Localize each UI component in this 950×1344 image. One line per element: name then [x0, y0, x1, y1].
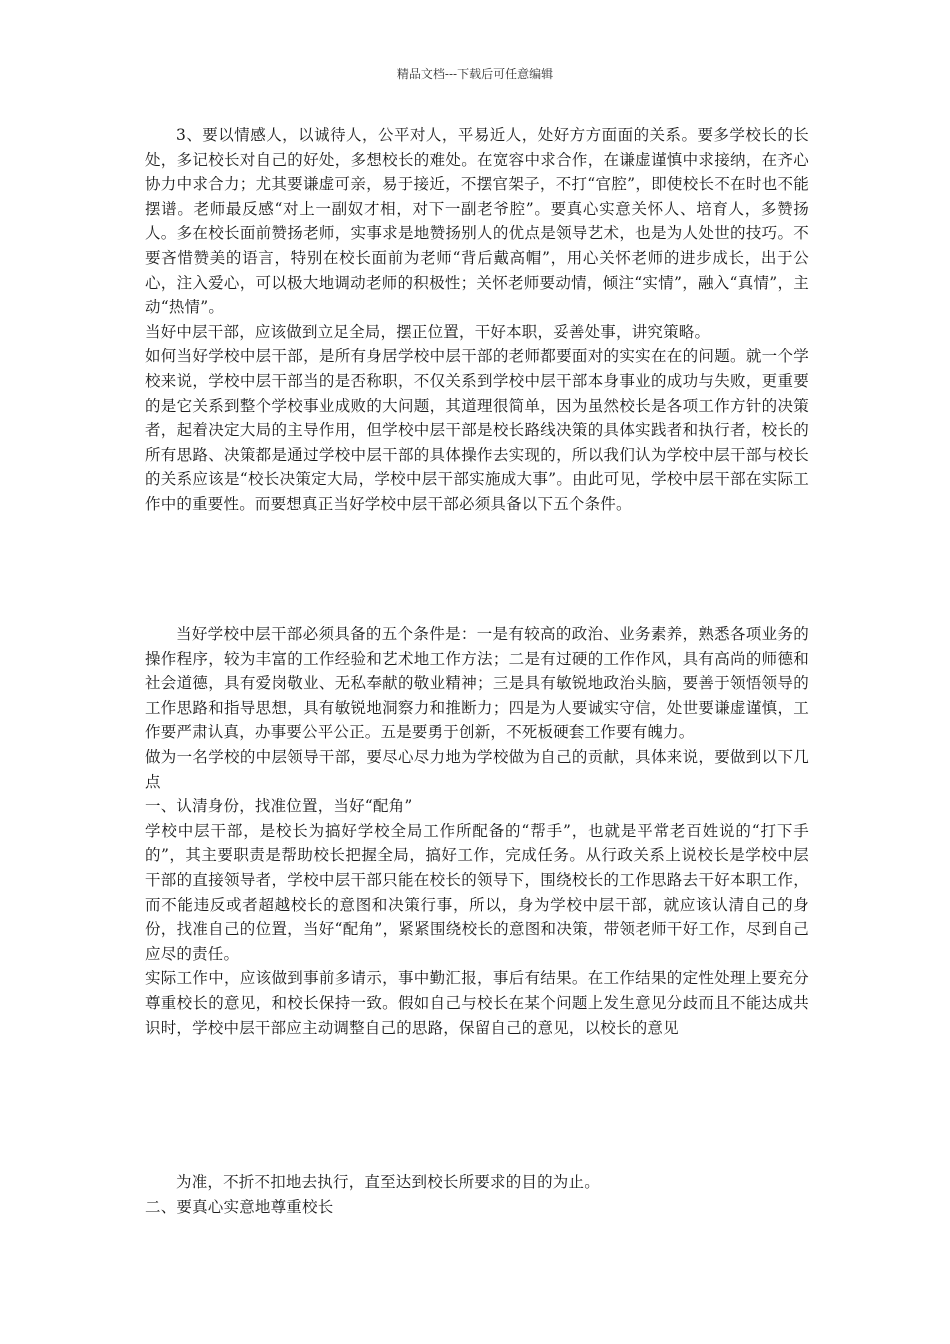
heading-section-one: 一、认清身份，找准位置，当好“配角”	[145, 797, 413, 816]
paragraph-summary: 当好中层干部，应该做到立足全局，摆正位置，干好本职，妥善处事，讲究策略。	[145, 322, 711, 341]
paragraph-relations: 3、要以情感人，以诚待人，公平对人，平易近人，处好方方面面的关系。要多学校长的长处，多记校长对自己的好处，多想校长的难处。在宽容中求合作，在谦虚谨慎中求接纳，在齐心协力中求合力；尤其要谦虚可亲，易于接近，不摆官架子，不打“官腔”，即使校长不在时也不能摆谱。老师最反感“对上一副奴才相，对下一副老爷腔”。要真心实意关怀人、培育人，多赞扬人。多在校长面前赞扬老师，实事求是地赞扬别人的优点是领导艺术，也是为人处世的技巧。不要吝惜赞美的语言，特别在校长面前为老师“背后戴高帽”，用心关怀老师的进步成长，出于公心，注入爱心，可以极大地调动老师的积极性；关怀老师要动情，倾注“实情”，融入“真情”，主动“热情”。	[145, 126, 809, 317]
paragraph-conditions: 当好学校中层干部必须具备的五个条件是：一是有较高的政治、业务素养，熟悉各项业务的操作程序，较为丰富的工作经验和艺术地工作方法；二是有过硬的工作作风，具有高尚的师德和社会道德，具有爱岗敬业、无私奉献的敬业精神；三是具有敏锐地政治头脑，要善于领悟领导的工作思路和指导思想，具有敏锐地洞察力和推断力；四是为人要诚实守信，处世要谦虚谨慎，工作要严肃认真，办事要公平公正。五是要勇于创新，不死板硬套工作要有魄力。	[145, 625, 809, 742]
paragraph-practice: 实际工作中，应该做到事前多请示，事中勤汇报，事后有结果。在工作结果的定性处理上要充分尊重校长的意见，和校长保持一致。假如自己与校长在某个问题上发生意见分歧而且不能达成共识时，学校中层干部应主动调整自己的思路，保留自己的意见，以校长的意见	[145, 969, 809, 1037]
page-header: 精品文档---下载后可任意编辑	[396, 67, 554, 81]
text-block-3	[145, 1170, 809, 1219]
paragraph-question: 如何当好学校中层干部，是所有身居学校中层干部的老师都要面对的实实在在的问题。就一个学校来说，学校中层干部当的是否称职，不仅关系到学校中层干部本身事业的成功与失败，更重要的是它关系到整个学校事业成败的大问题，其道理很简单，因为虽然校长是各项工作方针的决策者，起着决定大局的主导作用，但学校中层干部是校长路线决策的具体实践者和执行者，校长的所有思路、决策都是通过学校中层干部的具体操作去实现的，所以我们认为学校中层干部与校长的关系应该是“校长决策定大局，学校中层干部实施成大事”。由此可见，学校中层干部在实际工作中的重要性。而要想真正当好学校中层干部必须具备以下五个条件。	[145, 347, 809, 513]
text-block-2	[145, 622, 809, 1040]
paragraph-continue: 为准，不折不扣地去执行，直至达到校长所要求的目的为止。	[176, 1173, 600, 1191]
text-block-1	[145, 123, 809, 517]
heading-section-two: 二、要真心实意地尊重校长	[145, 1197, 334, 1216]
paragraph-role: 学校中层干部，是校长为搞好学校全局工作所配备的“帮手”，也就是平常老百姓说的“打下手的”，其主要职责是帮助校长把握全局，搞好工作，完成任务。从行政关系上说校长是学校中层干部的直接领导者，学校中层干部只能在校长的领导下，围绕校长的工作思路去干好本职工作，而不能违反或者超越校长的意图和决策行事，所以，身为学校中层干部，就应该认清自己的身份，找准自己的位置，当好“配角”，紧紧围绕校长的意图和决策，带领老师干好工作，尽到自己应尽的责任。	[145, 821, 809, 963]
paragraph-intro: 做为一名学校的中层领导干部，要尽心尽力地为学校做为自己的贡献，具体来说，要做到以下几点	[145, 747, 809, 791]
